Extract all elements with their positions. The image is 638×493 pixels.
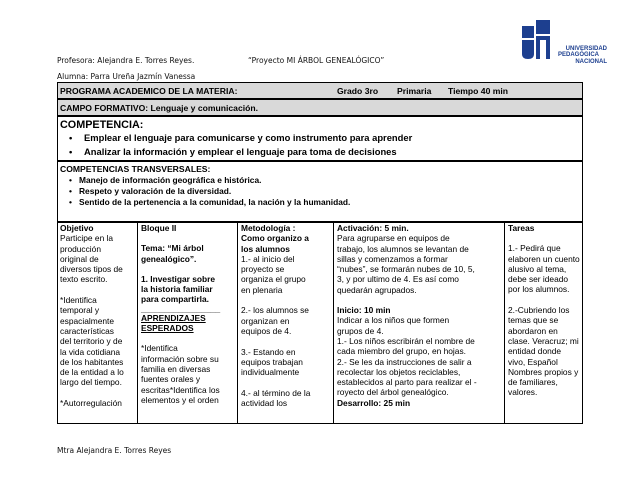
inicio-title: Inicio: 10 min (337, 305, 391, 316)
inicio-body: Indicar a los niños que formen grupos de 4. 1.- Los niños escribirán el nombre de cada miembro del grupo, en hojas. 2.- Se les da instrucciones de salir a recolectar los objetos reciclables, establecidos al parto para realizar el - royecto del árbol genealógico. (337, 315, 477, 398)
transversal-item: • Respeto y valoración de la diversidad. (58, 186, 582, 197)
transversales-box (57, 161, 583, 222)
grade-label: Grado 3ro (337, 86, 379, 96)
teacher-name: Profesora: Alejandra E. Torres Reyes. (57, 56, 195, 65)
objetivo-title: Objetivo (60, 223, 94, 233)
campo-formativo: CAMPO FORMATIVO: Lenguaje y comunicación. (60, 103, 258, 113)
col-tareas (505, 222, 583, 424)
desarrollo-title: Desarrollo: 25 min (337, 397, 411, 408)
objetivo-body: Participe en la producción original de diversos tipos de texto escrito. *Identifica temporal y espacialmente características del territorio y de la vida cotidiana de los habitantes de la entidad a lo largo del tiempo. *Autorregulación (60, 233, 124, 409)
metodologia-body: 1.- al inicio del proyecto se organiza el grupo en plenaria 2.- los alumnos se organizan en equipos de 4. 3.- Estando en equipos trabajan individualmente 4.- al término de la actividad los (241, 253, 311, 409)
transversal-item: • Sentido de la pertenencia a la comunidad, la nación y la humanidad. (58, 197, 582, 208)
level-label: Primaria (397, 86, 432, 96)
project-title: “Proyecto MI ÁRBOL GENEALÓGICO” (248, 56, 385, 65)
competencia-item: • Emplear el lenguaje para comunicarse y como instrumento para aprender (58, 131, 582, 145)
program-bar (57, 82, 583, 99)
metodologia-title: Metodología : Como organizo a los alumnos (241, 223, 309, 254)
time-label: Tiempo 40 min (448, 86, 509, 96)
transversales-title: COMPETENCIAS TRANSVERSALES: (60, 164, 211, 174)
competencia-list (58, 131, 582, 159)
activacion-title: Activación: 5 min. (337, 223, 409, 233)
upn-logo (512, 18, 607, 78)
tareas-title: Tareas (508, 223, 535, 233)
col-objetivo (57, 222, 138, 424)
student-name: Alumna: Parra Ureña Jazmín Vanessa (57, 72, 196, 81)
bloque-investigar: 1. Investigar sobre la historia familiar para compartirla. (141, 273, 216, 305)
transversal-item: • Manejo de información geográfica e histórica. (58, 175, 582, 186)
footer-teacher: Mtra Alejandra E. Torres Reyes (57, 446, 172, 455)
tareas-body: 1.- Pedirá que elaboren un cuento alusivo al tema, debe ser ideado por los alumnos. 2.-Cubriendo los temas que se abordaron en clase. Veracruz; mi entidad donde vivo, Español Nombres propios y de familiares, valores. (508, 243, 580, 398)
logo-line-nacional: NACIONAL (575, 58, 607, 65)
bloque-tema: Tema: “Mi árbol genealógico”. (141, 243, 204, 264)
activacion-body: Para agruparse en equipos de trabajo, los alumnos se levantan de sillas y comenzamos a formar “nubes”, se formarán nubes de 10, 5, 3, y por ultimo de 4. Es así como quedarán agrupados. (337, 233, 475, 295)
bloque-title: Bloque II (141, 223, 177, 233)
competencia-item: • Analizar la información y emplear el lenguaje para toma de decisiones (58, 145, 582, 159)
transversales-list (58, 175, 582, 209)
aprendizajes-title: APRENDIZAJES ESPERADOS (141, 312, 206, 334)
competencia-title: COMPETENCIA: (60, 119, 144, 131)
bloque-rule: _________________ (141, 303, 221, 314)
col-actividad (334, 222, 505, 424)
program-label: PROGRAMA ACADEMICO DE LA MATERIA: (60, 86, 238, 96)
campo-formativo-bar (57, 99, 583, 116)
bloque-body: *Identifica información sobre su familia en diversas fuentes orales y escritas*Identifica los elementos y el orden (141, 343, 220, 405)
col-metodologia (238, 222, 334, 424)
competencia-box (57, 116, 583, 161)
logo-line-universidad: UNIVERSIDAD (565, 46, 607, 52)
col-bloque (138, 222, 238, 424)
logo-line-pedagogica: PEDAGÓGICA (557, 52, 599, 59)
